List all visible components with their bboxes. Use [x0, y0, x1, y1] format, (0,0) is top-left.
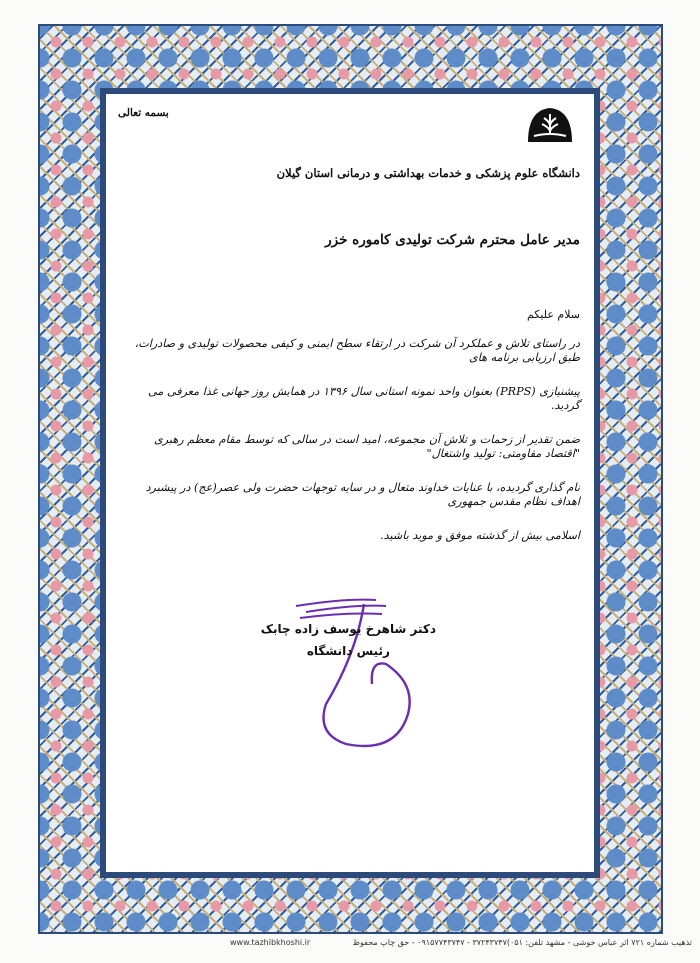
salutation: سلام علیکم	[526, 308, 580, 321]
letter-content	[106, 94, 594, 872]
footer-website: www.tazhibkhoshi.ir	[230, 938, 311, 947]
footer-credit: تذهیب شماره ۷۲۱ اثر عباس خوشی - مشهد تلفن: ۰۵۱)۳۷۲۴۳۷۴۷ - ۰۹۱۵۷۷۴۳۷۴۷ - حق چاپ محفوظ	[352, 938, 692, 947]
body-line: ضمن تقدیر از زحمات و تلاش آن مجموعه، امید است در سالی که توسط مقام معظم رهبری "اقتصاد مقاومتی: تولید واشتغال"	[153, 433, 580, 460]
recipient-line: مدیر عامل محترم شرکت تولیدی کاموره خزر	[325, 232, 580, 248]
university-emblem-icon	[520, 104, 580, 144]
signer-name: دکتر شاهرخ یوسف زاده چابک	[260, 622, 436, 636]
university-name: دانشگاه علوم پزشکی و خدمات بهداشتی و درمانی استان گیلان	[276, 166, 580, 180]
body-line: اسلامی بیش از گذشته موفق و موید باشید.	[380, 529, 580, 542]
handwritten-signature	[286, 594, 446, 754]
signature-block	[261, 622, 436, 658]
body-line: نام گذاری گردیده، با عنایات خداوند متعال و در سایه توجهات حضرت ولی عصر(عج) در پیشبرد اهداف نظام مقدس جمهوری	[145, 481, 580, 508]
signer-title: رئیس دانشگاه	[306, 644, 390, 658]
body-line: در راستای تلاش و عملکرد آن شرکت در ارتقاء سطح ایمنی و کیفی محصولات تولیدی و صادرات، طبق ارزیابی برنامه های	[134, 337, 580, 364]
body-line: پیشنیازی (PRPS) بعنوان واحد نمونه استانی سال ۱۳۹۶ در همایش روز جهانی غذا معرفی می گردید.	[148, 385, 580, 412]
letter-body	[120, 308, 580, 563]
bismillah-heading: بسمه تعالی	[118, 107, 169, 119]
